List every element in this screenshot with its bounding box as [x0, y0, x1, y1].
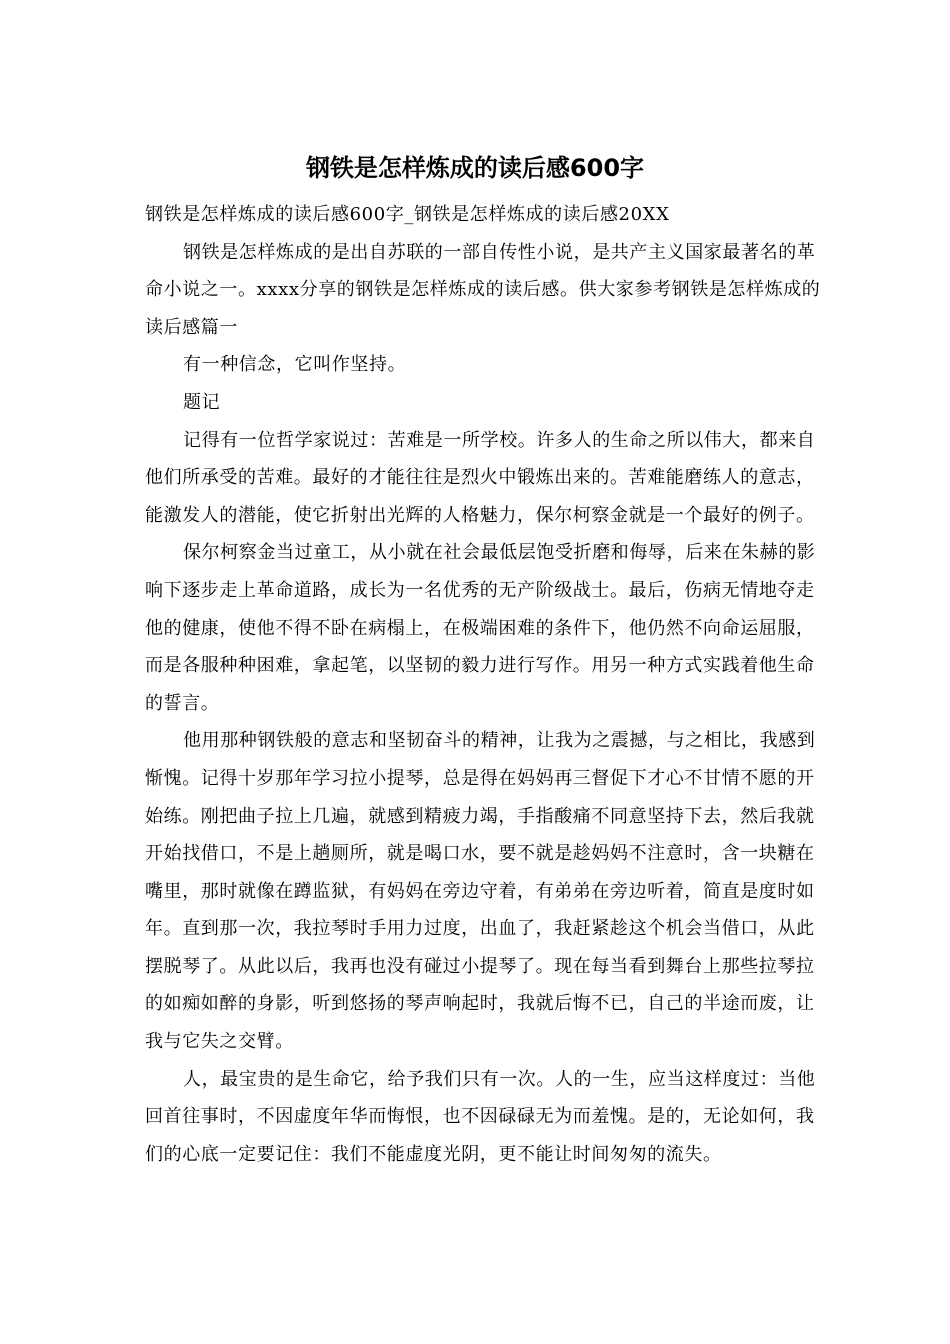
document-body [145, 196, 825, 1173]
document-title: 钢铁是怎样炼成的读后感600字 [305, 154, 645, 182]
document-subtitle: 钢铁是怎样炼成的读后感600字_钢铁是怎样炼成的读后感20XX [145, 204, 670, 225]
paragraph-intro: 钢铁是怎样炼成的是出自苏联的一部自传性小说，是共产主义国家最著名的革命小说之一。xxxx分享的钢铁是怎样炼成的读后感。供大家参考钢铁是怎样炼成的读后感篇一 [145, 241, 821, 338]
paragraph-philosopher: 记得有一位哲学家说过：苦难是一所学校。许多人的生命之所以伟大，都来自他们所承受的苦难。最好的才能往往是烈火中锻炼出来的。苦难能磨练人的意志，能激发人的潜能，使它折射出光辉的人格魅力，保尔柯察金就是一个最好的例子。 [145, 429, 816, 526]
paragraph-motto: 有一种信念，它叫作坚持。 [183, 354, 407, 376]
paragraph-violin: 他用那种钢铁般的意志和坚韧奋斗的精神，让我为之震撼，与之相比，我感到惭愧。记得十岁那年学习拉小提琴，总是得在妈妈再三督促下才心不甘情不愿的开始练。刚把曲子拉上几遍，就感到精疲力竭，手指酸痛不同意坚持下去，然后我就开始找借口，不是上趟厕所，就是喝口水，要不就是趁妈妈不注意时，含一块糖在嘴里，那时就像在蹲监狱，有妈妈在旁边守着，有弟弟在旁边听着，简直是度时如年。直到那一次，我拉琴时手用力过度，出血了，我赶紧趁这个机会当借口，从此摆脱琴了。从此以后，我再也没有碰过小提琴了。现在每当看到舞台上那些拉琴拉的如痴如醉的身影，听到悠扬的琴声响起时，我就后悔不已，自己的半途而废，让我与它失之交臂。 [145, 730, 816, 1053]
paragraph-epigraph-label: 题记 [183, 391, 221, 413]
paragraph-conclusion: 人，最宝贵的是生命它，给予我们只有一次。人的一生，应当这样度过：当他回首往事时，不因虚度年华而悔恨，也不因碌碌无为而羞愧。是的，无论如何，我们的心底一定要记住：我们不能虚度光阴，更不能让时间匆匆的流失。 [145, 1068, 816, 1165]
paragraph-pavel: 保尔柯察金当过童工，从小就在社会最低层饱受折磨和侮辱，后来在朱赫的影响下逐步走上革命道路，成长为一名优秀的无产阶级战士。最后，伤病无情地夺走他的健康，使他不得不卧在病榻上，在极端困难的条件下，他仍然不向命运屈服，而是各服种种困难，拿起笔，以坚韧的毅力进行写作。用另一种方式实践着他生命的誓言。 [145, 542, 816, 714]
